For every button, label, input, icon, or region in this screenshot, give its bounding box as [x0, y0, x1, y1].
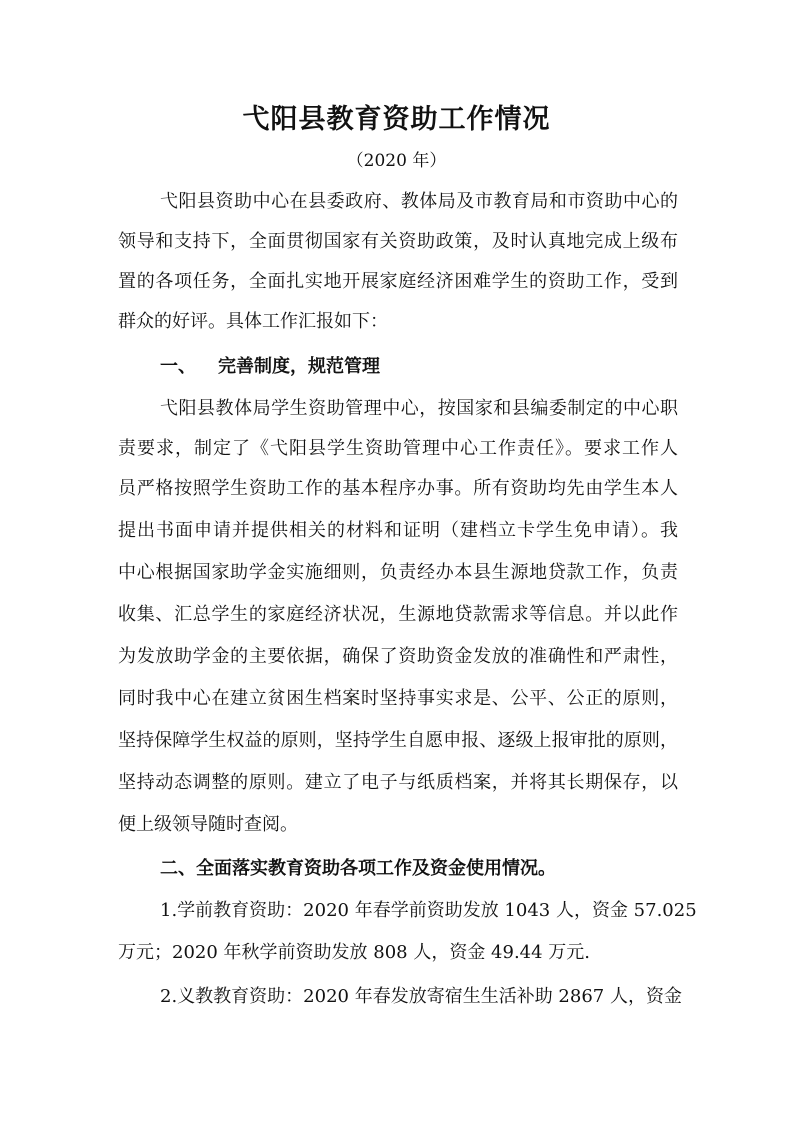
paragraph-line: 弋阳县教体局学生资助管理中心，按国家和县编委制定的中心职 — [160, 398, 678, 419]
paragraph-line: 弋阳县资助中心在县委政府、教体局及市教育局和市资助中心的 — [160, 191, 678, 212]
paragraph-line: 万元；2020 年秋学前资助发放 808 人，资金 49.44 万元. — [118, 942, 591, 963]
paragraph-line: 置的各项任务，全面扎实地开展家庭经济困难学生的资助工作，受到 — [118, 271, 678, 292]
paragraph-line: 为发放助学金的主要依据，确保了资助资金发放的准确性和严肃性， — [118, 646, 678, 667]
document-subtitle: （2020 年） — [346, 151, 447, 171]
document-title: 弋阳县教育资助工作情况 — [242, 104, 551, 135]
paragraph-line: 1.学前教育资助：2020 年春学前资助发放 1043 人，资金 57.025 — [160, 900, 697, 921]
paragraph-line: 便上级领导随时查阅。 — [118, 814, 298, 835]
paragraph-line: 中心根据国家助学金实施细则，负责经办本县生源地贷款工作，负责 — [118, 562, 678, 583]
paragraph-line: 员严格按照学生资助工作的基本程序办事。所有资助均先由学生本人 — [118, 478, 678, 499]
paragraph-line: 2.义教教育资助：2020 年春发放寄宿生生活补助 2867 人，资金 — [160, 986, 682, 1007]
paragraph-line: 坚持动态调整的原则。建立了电子与纸质档案，并将其长期保存，以 — [118, 772, 678, 793]
paragraph-line: 提出书面申请并提供相关的材料和证明（建档立卡学生免申请）。我 — [118, 520, 678, 541]
paragraph-line: 群众的好评。具体工作汇报如下： — [118, 311, 388, 332]
section-title: 完善制度，规范管理 — [218, 356, 380, 377]
section-number: 一、 — [160, 356, 196, 377]
paragraph-line: 责要求，制定了《弋阳县学生资助管理中心工作责任》。要求工作人 — [118, 438, 678, 459]
section-heading — [160, 355, 720, 379]
section-heading: 二、全面落实教育资助各项工作及资金使用情况。 — [160, 858, 556, 879]
paragraph-line: 同时我中心在建立贫困生档案时坚持事实求是、公平、公正的原则， — [118, 688, 678, 709]
paragraph-line: 收集、汇总学生的家庭经济状况，生源地贷款需求等信息。并以此作 — [118, 604, 678, 625]
paragraph-line: 坚持保障学生权益的原则，坚持学生自愿申报、逐级上报审批的原则， — [118, 730, 678, 751]
paragraph-line: 领导和支持下，全面贯彻国家有关资助政策，及时认真地完成上级布 — [118, 231, 678, 252]
